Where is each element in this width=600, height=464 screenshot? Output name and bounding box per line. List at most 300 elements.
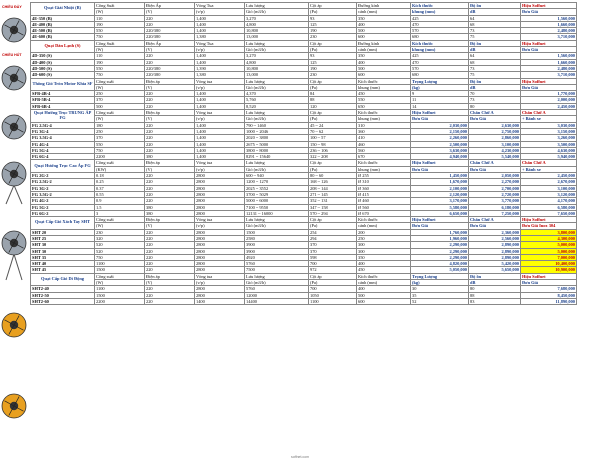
table-cell: 10,800	[245, 65, 309, 71]
column-unit: cánh (mm)	[357, 280, 411, 286]
column-unit: Đơn Giá	[521, 9, 577, 15]
table-cell: 220	[145, 292, 195, 298]
table-cell: 4,630,000	[521, 147, 577, 153]
table-cell: 220	[145, 267, 195, 273]
table-cell: 220/380	[145, 72, 195, 78]
table-cell: 168 ~ 126	[309, 179, 357, 185]
table-cell: 220	[145, 53, 195, 59]
table-cell: Ø 360	[357, 185, 411, 191]
table-cell: 80 ~ 60	[309, 173, 357, 179]
price-table	[30, 2, 577, 305]
table-cell: 2,290,000	[411, 242, 469, 248]
section-title: Quạt Hướng Trục TRUNG ÁP FG	[31, 110, 95, 123]
model-name: 4E-400 (B)	[31, 21, 95, 27]
column-header: Vòng tua	[195, 217, 245, 223]
column-unit: (V)	[145, 166, 195, 172]
table-cell: 1,770,000	[521, 91, 577, 97]
column-header: Công Suất	[95, 40, 145, 46]
table-cell: 650	[357, 103, 411, 109]
table-cell: 4,800	[245, 21, 309, 27]
table-cell: 220	[145, 179, 195, 185]
table-cell: 598	[309, 254, 357, 260]
table-cell: 2800	[195, 286, 245, 292]
table-cell: 64	[469, 15, 521, 21]
axial-fan-icon	[0, 58, 28, 98]
side-label: CHIỀU ĐẨY	[2, 5, 22, 9]
table-cell: 1500	[245, 229, 309, 235]
table-cell: 1200 ~ 1270	[245, 179, 309, 185]
table-cell: 4,300,000	[521, 235, 577, 241]
model-name: 4E-600 (B)	[31, 34, 95, 40]
table-cell: 220	[145, 229, 195, 235]
page-footer: soffnet.com	[290, 455, 310, 459]
table-cell: 3,770,000	[469, 198, 521, 204]
section-title: Quạt Giải Nhiệt (B)	[31, 3, 95, 16]
column-header: Công suất	[95, 160, 145, 166]
table-cell: 220	[145, 59, 195, 65]
column-header: Kích thước	[357, 78, 411, 84]
column-header: Chân Chữ A	[469, 110, 521, 116]
model-name: 4D-350 (S)	[31, 53, 95, 59]
model-name: 4D-600 (S)	[31, 72, 95, 78]
column-header: Lưu lượng	[245, 78, 309, 84]
column-header: Hiệu Soffnet	[521, 40, 577, 46]
column-unit: cánh (mm)	[357, 47, 411, 53]
column-header: Chân Chữ A	[469, 217, 521, 223]
column-header: Hiệu Soffnet	[411, 217, 469, 223]
table-cell: 3,710,000	[521, 34, 577, 40]
model-name: SHT2-40	[31, 286, 95, 292]
table-cell: 2800	[195, 198, 245, 204]
column-unit: (v/p)	[195, 47, 245, 53]
axial-fan-icon	[0, 10, 28, 50]
column-unit: khung (mm)	[411, 9, 469, 15]
model-name: FG 2G-2	[31, 173, 95, 179]
table-cell: 2,480,000	[521, 28, 577, 34]
table-cell: 2800	[195, 210, 245, 216]
column-unit: (v/p)	[195, 9, 245, 15]
column-unit: (W)	[95, 47, 145, 53]
table-cell: 360	[357, 128, 411, 134]
column-unit: (v/p)	[195, 166, 245, 172]
table-cell: 236 ~ 106	[309, 147, 357, 153]
table-cell: 70 ~ 62	[309, 128, 357, 134]
table-cell: 570	[411, 28, 469, 34]
column-header: Lưu lượng	[245, 110, 309, 116]
table-cell: 75	[469, 34, 521, 40]
column-unit: Gió (m3/h)	[245, 223, 309, 229]
axial-fan-icon	[0, 150, 28, 206]
column-header: Vòng tua	[195, 78, 245, 84]
table-cell: 5,050,000	[411, 267, 469, 273]
side-label: CHIỀU HÚT	[2, 53, 22, 57]
table-cell: 3,800,000	[521, 229, 577, 235]
table-cell: 220	[145, 254, 195, 260]
table-cell: 300	[357, 242, 411, 248]
table-cell: 2675 ~ 5000	[245, 141, 309, 147]
table-cell: 2800	[195, 267, 245, 273]
table-cell: 370	[95, 97, 145, 103]
column-unit: cánh (mm)	[357, 9, 411, 15]
table-cell: 190	[309, 65, 357, 71]
model-name: SFB-4B-4	[31, 91, 95, 97]
table-cell: 2,150,000	[411, 128, 469, 134]
table-cell: 2800	[195, 173, 245, 179]
column-header: Hiệu Soffnet	[411, 160, 469, 166]
column-header: Hiệu Soffnet	[521, 273, 577, 279]
table-cell: 220	[145, 135, 195, 141]
table-cell: 4,230,000	[469, 147, 521, 153]
table-cell: 320	[95, 235, 145, 241]
model-name: 4E-350 (B)	[31, 15, 95, 21]
column-header: Vòng Tua	[195, 3, 245, 9]
table-cell: 0.9	[95, 198, 145, 204]
table-cell: 220/380	[145, 34, 195, 40]
table-cell: 7,250,000	[469, 210, 521, 216]
table-cell: 5,000,000	[521, 248, 577, 254]
table-cell: 550	[95, 141, 145, 147]
table-cell: 8291 ~ 15640	[245, 154, 309, 160]
table-cell: 2800	[195, 204, 245, 210]
table-cell: 790 ~ 1460	[245, 122, 309, 128]
table-cell: 1,390	[195, 65, 245, 71]
table-cell: 4920	[245, 254, 309, 260]
table-cell: 470	[411, 21, 469, 27]
column-unit: (V)	[145, 84, 195, 90]
column-unit: (v/p)	[195, 280, 245, 286]
model-name: SFB-5B-4	[31, 97, 95, 103]
column-unit: khung (mm)	[357, 84, 411, 90]
column-unit: (V)	[145, 280, 195, 286]
table-cell: 450	[357, 91, 411, 97]
column-header: Điện áp	[145, 217, 195, 223]
table-cell: 1,400	[195, 15, 245, 21]
column-header: Đường kính	[357, 40, 411, 46]
table-cell: Ø 670	[357, 210, 411, 216]
model-name: FG 3G-2	[31, 185, 95, 191]
table-cell: 75	[469, 72, 521, 78]
table-cell: 2020 ~ 3800	[245, 135, 309, 141]
table-cell: 350	[357, 254, 411, 260]
table-cell: 3,500,000	[521, 141, 577, 147]
table-cell: 68	[469, 59, 521, 65]
column-unit: (Pa)	[309, 280, 357, 286]
table-cell: 52	[411, 298, 469, 304]
table-cell: 250	[95, 91, 145, 97]
table-cell: 220	[145, 103, 195, 109]
column-unit: dB	[469, 84, 521, 90]
table-cell: 10,800	[245, 28, 309, 34]
column-unit: (Pa)	[309, 84, 357, 90]
table-cell: 3700 ~ 5029	[245, 191, 309, 197]
table-cell: 1,560,000	[521, 15, 577, 21]
table-cell: 190	[95, 21, 145, 27]
table-cell: 150 ~ 98	[309, 141, 357, 147]
column-header: Điện Áp	[145, 3, 195, 9]
table-cell: 350	[357, 53, 411, 59]
column-header: Vòng tua	[195, 110, 245, 116]
table-cell: 84	[309, 91, 357, 97]
table-cell: 2800	[195, 191, 245, 197]
table-cell: 7500	[245, 267, 309, 273]
column-unit: dB	[469, 280, 521, 286]
table-cell: 410	[357, 135, 411, 141]
table-cell: 2,720,000	[469, 191, 521, 197]
table-cell: 3,120,000	[521, 191, 577, 197]
column-header: Hiệu Soffnet	[521, 3, 577, 9]
column-unit: (W)	[95, 9, 145, 15]
column-header: Công suất	[95, 273, 145, 279]
table-cell: 1,400	[195, 122, 245, 128]
table-cell: 520	[95, 248, 145, 254]
table-cell: 1,400	[195, 97, 245, 103]
column-header: Đường kính	[357, 3, 411, 9]
column-unit: (V)	[145, 47, 195, 53]
table-cell: Ø 255	[357, 173, 411, 179]
table-cell: 7,000,000	[521, 254, 577, 260]
column-unit: (V)	[145, 116, 195, 122]
table-cell: 88	[309, 97, 357, 103]
table-cell: 750	[95, 254, 145, 260]
table-cell: 5,000,000	[521, 242, 577, 248]
column-unit: Đơn Giá	[521, 280, 577, 286]
table-cell: 271 ~ 145	[309, 191, 357, 197]
table-cell: 125	[309, 59, 357, 65]
table-cell: 1100	[309, 298, 357, 304]
column-unit: Đơn Giá	[521, 84, 577, 90]
column-header: Vòng tua	[195, 160, 245, 166]
column-header: Vòng tua	[195, 273, 245, 279]
model-name: SHT2-50	[31, 292, 95, 298]
table-cell: 3,260,000	[521, 135, 577, 141]
table-cell: 180	[95, 122, 145, 128]
model-name: SHT 25	[31, 235, 95, 241]
table-cell: 220	[145, 191, 195, 197]
table-cell: 190	[309, 28, 357, 34]
column-unit: (W)	[95, 116, 145, 122]
model-name: SHT 45	[31, 267, 95, 273]
table-cell: Ø 310	[357, 179, 411, 185]
table-cell: 2800	[195, 248, 245, 254]
table-cell: 110	[95, 53, 145, 59]
axial-fan-icon	[0, 212, 28, 282]
table-cell: 254	[309, 229, 357, 235]
table-cell: 310	[357, 122, 411, 128]
table-cell: 0.25	[95, 179, 145, 185]
table-cell: 220	[145, 248, 195, 254]
table-cell: 1,660,000	[521, 59, 577, 65]
table-cell: 220	[145, 91, 195, 97]
model-name: SHT2-60	[31, 298, 95, 304]
table-cell: 80	[469, 103, 521, 109]
model-name: FG 2.5G-4	[31, 122, 95, 128]
column-header: Kích thước	[357, 217, 411, 223]
table-cell: 14	[411, 103, 469, 109]
table-cell: 12000	[245, 292, 309, 298]
table-cell: 220	[145, 128, 195, 134]
table-cell: 3	[95, 210, 145, 216]
model-name: FG 2.5G-2	[31, 179, 95, 185]
column-unit: khung (mm)	[357, 116, 411, 122]
column-header: Cột áp	[309, 273, 357, 279]
table-cell: 93	[309, 53, 357, 59]
table-cell: 1,660,000	[521, 21, 577, 27]
table-cell: 1,400	[195, 135, 245, 141]
column-header: Kích thước	[357, 160, 411, 166]
model-name: FG 6G-4	[31, 154, 95, 160]
table-cell: 230	[309, 34, 357, 40]
table-cell: 3,270	[245, 15, 309, 21]
model-name: 4D-500 (S)	[31, 65, 95, 71]
table-cell: 322 ~ 208	[309, 154, 357, 160]
table-cell: 6,580,000	[521, 204, 577, 210]
column-unit: Đơn Giá	[521, 47, 577, 53]
table-cell: 500	[95, 103, 145, 109]
column-unit: cánh (mm)	[357, 223, 411, 229]
column-unit: (Pa)	[309, 223, 357, 229]
table-cell: 1,450,000	[411, 173, 469, 179]
table-cell: 1,400	[195, 128, 245, 134]
table-cell: 2800	[195, 179, 245, 185]
table-cell: 550	[357, 97, 411, 103]
table-cell: 1,670,000	[411, 179, 469, 185]
table-cell: 1400	[195, 298, 245, 304]
table-cell: 2,700,000	[469, 185, 521, 191]
table-cell: 1,400	[195, 154, 245, 160]
column-unit: Đơn Giá Inox 304	[521, 223, 577, 229]
table-cell: 2800	[195, 261, 245, 267]
column-header: Điện áp	[145, 273, 195, 279]
column-unit: (W)	[95, 280, 145, 286]
table-cell: 2,890,000	[469, 242, 521, 248]
model-name: SHT 30	[31, 242, 95, 248]
table-cell: 2800	[195, 292, 245, 298]
table-cell: 4,940,000	[411, 154, 469, 160]
table-cell: 1,400	[195, 147, 245, 153]
column-header: Hiệu Soffnet	[521, 217, 577, 223]
table-cell: Ø 460	[357, 198, 411, 204]
table-cell: 2,630,000	[469, 122, 521, 128]
table-cell: 83	[469, 298, 521, 304]
table-cell: 350	[357, 15, 411, 21]
table-cell: 1050	[309, 292, 357, 298]
table-cell: 3900	[245, 248, 309, 254]
table-cell: 2,120,000	[411, 191, 469, 197]
table-cell: 8,450,000	[521, 292, 577, 298]
table-cell: 2025 ~ 3552	[245, 185, 309, 191]
model-name: FG 4G-4	[31, 141, 95, 147]
table-row	[31, 298, 577, 304]
table-cell: 2,100,000	[411, 185, 469, 191]
model-name: FG 3.5G-2	[31, 191, 95, 197]
table-cell: 3900	[245, 242, 309, 248]
column-header: Lưu lượng	[245, 217, 309, 223]
column-unit: (Pa)	[309, 47, 357, 53]
table-cell: 220	[145, 242, 195, 248]
table-cell: 1,400	[195, 59, 245, 65]
table-cell: 5,420,000	[469, 261, 521, 267]
table-cell: 208 ~ 144	[309, 185, 357, 191]
table-cell: 10,400,000	[521, 261, 577, 267]
column-unit: + Bánh xe	[521, 116, 577, 122]
table-cell: 80	[469, 286, 521, 292]
column-unit: Đơn Giá	[469, 223, 521, 229]
column-header: Độ ồn	[469, 78, 521, 84]
table-cell: 750	[95, 147, 145, 153]
table-cell: 45 ~ 24	[309, 122, 357, 128]
table-cell: 64	[469, 53, 521, 59]
column-header: Cột áp	[309, 40, 357, 46]
table-cell: 9	[411, 91, 469, 97]
model-name: SHT 40	[31, 261, 95, 267]
table-cell: 2,290,000	[411, 254, 469, 260]
model-name: 4D-400 (S)	[31, 59, 95, 65]
table-cell: 220	[145, 261, 195, 267]
table-cell: 5760	[245, 286, 309, 292]
table-cell: 2800	[195, 229, 245, 235]
table-cell: 1,400	[195, 28, 245, 34]
table-cell: 3,710,000	[521, 72, 577, 78]
column-unit: Đơn Giá	[411, 116, 469, 122]
column-unit: (Pa)	[309, 166, 357, 172]
column-header: Cột áp	[309, 3, 357, 9]
table-cell: 68	[469, 21, 521, 27]
column-header: Kích thước	[411, 40, 469, 46]
column-unit: Gió (m3/h)	[245, 9, 309, 15]
column-unit: Gió (m3/h)	[245, 84, 309, 90]
column-header: Công Suất	[95, 3, 145, 9]
model-name: FG 3G-4	[31, 128, 95, 134]
table-cell: 1,380	[195, 72, 245, 78]
table-cell: 600 ~ 940	[245, 173, 309, 179]
column-header: Điện áp	[145, 110, 195, 116]
column-header: Công suất	[95, 78, 145, 84]
column-unit: Đơn Giá	[469, 166, 521, 172]
table-cell: 13,000	[245, 34, 309, 40]
column-header: Điện Áp	[145, 40, 195, 46]
table-cell: 425	[411, 15, 469, 21]
table-cell: 3,270	[245, 53, 309, 59]
table-cell: Ø 560	[357, 204, 411, 210]
table-cell: 2,270,000	[469, 179, 521, 185]
table-cell: 352 ~ 131	[309, 198, 357, 204]
column-header: Kích thước	[357, 273, 411, 279]
table-cell: 4,370	[245, 91, 309, 97]
table-cell: 570 ~ 294	[309, 210, 357, 216]
column-header: Độ ồn	[469, 40, 521, 46]
table-cell: 1,400	[195, 21, 245, 27]
table-cell: 1.5	[95, 204, 145, 210]
column-unit: Đơn Giá	[411, 166, 469, 172]
model-name: SFB-6B-4	[31, 103, 95, 109]
table-cell: 2200	[95, 298, 145, 304]
table-cell: 600	[357, 298, 411, 304]
column-header: Hiệu Soffnet	[521, 78, 577, 84]
table-cell: 190	[95, 59, 145, 65]
table-cell: 220	[145, 298, 195, 304]
table-cell: 5,940,000	[521, 154, 577, 160]
table-cell: 125	[309, 21, 357, 27]
column-header: Công suất	[95, 217, 145, 223]
table-cell: 88	[469, 292, 521, 298]
section-title: Quạt Dàn Lạnh (S)	[31, 40, 95, 53]
column-header: Chân Chữ A	[521, 110, 577, 116]
column-header: Cột áp	[309, 110, 357, 116]
table-cell: 5,580,000	[411, 204, 469, 210]
table-cell: 1,400	[195, 53, 245, 59]
column-header: Cột áp	[309, 160, 357, 166]
table-cell: 3,170,000	[411, 198, 469, 204]
